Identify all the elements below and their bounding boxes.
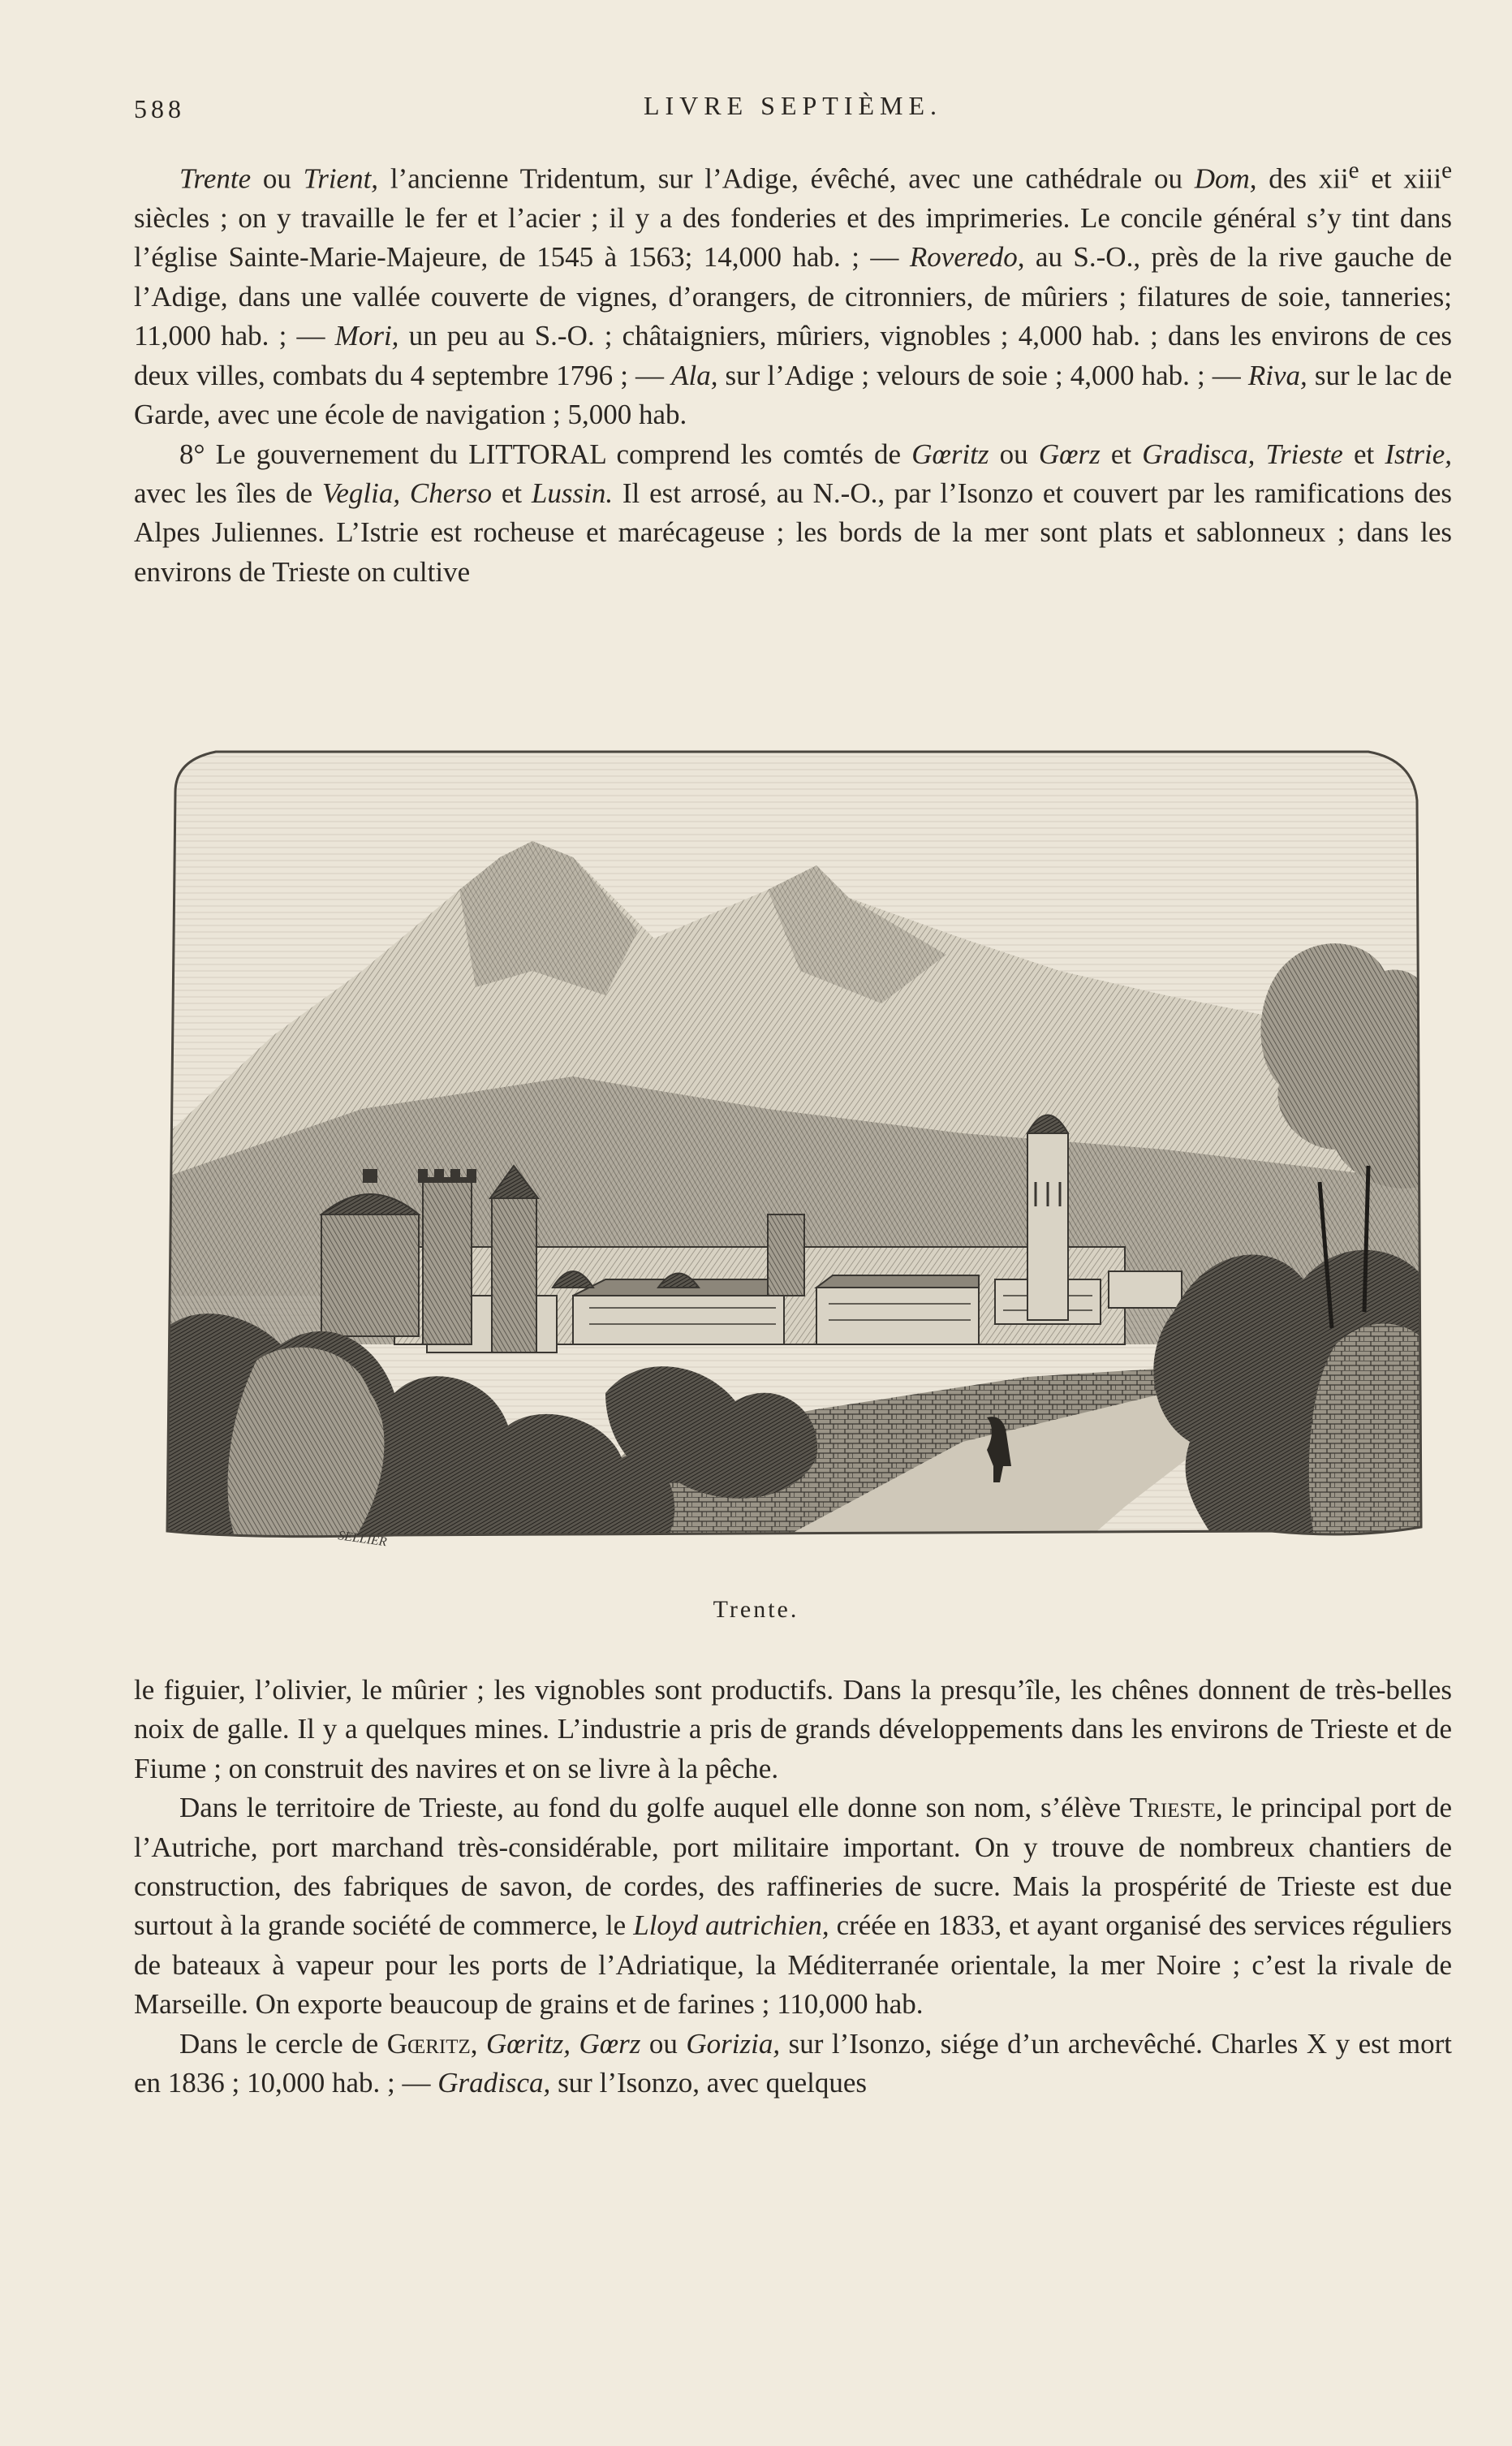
text-run: Gorizia, bbox=[686, 2027, 781, 2060]
engraving-trente bbox=[151, 727, 1433, 1564]
text-run: Gradisca, Trieste bbox=[1142, 438, 1343, 470]
running-title: LIVRE SEPTIÈME. bbox=[643, 91, 943, 120]
engraver-signature: SELLIER bbox=[337, 1529, 388, 1550]
text-run: sur l’Isonzo, siége d’un archevêché. Charles X y est mort en 1836 ; 10,000 hab. ; — bbox=[134, 2027, 1453, 2099]
text-run: avec les îles de bbox=[134, 477, 322, 509]
text-run: et bbox=[1342, 438, 1385, 470]
text-run: Dans le cercle de bbox=[179, 2027, 387, 2060]
text-run: sur l’Isonzo, avec quelques bbox=[550, 2067, 868, 2099]
text-run: Veglia, Cherso bbox=[321, 477, 493, 509]
text-run: Gradisca, bbox=[437, 2067, 551, 2099]
text-run: Gœritz bbox=[386, 2027, 471, 2060]
text-run: Ala, bbox=[671, 359, 718, 391]
text-run: , bbox=[470, 2027, 486, 2060]
text-run: 8° Le gouvernement du LITTORAL comprend les comtés de bbox=[179, 438, 912, 470]
text-run: ou bbox=[989, 438, 1039, 470]
body-text-bottom bbox=[134, 1671, 1452, 2103]
text-run: au S.-O., près de la rive gauche de l’Adige, dans une vallée couverte de vignes, d’orangers, de citronniers, de mûriers ; filatures de soie, tanneries; 11,000 hab. ; — bbox=[134, 241, 1452, 352]
text-run: Il est arrosé, au N.-O., par l’Isonzo et couvert par les ramifications des Alpes Juliennes. L’Istrie est rocheuse et marécageuse ; les bords de la mer sont plats et sablonneux ; dans les environs de Trieste on cultive bbox=[134, 477, 1453, 588]
text-run: Gœritz bbox=[911, 438, 989, 470]
text-run: Gœrz bbox=[1038, 438, 1101, 470]
text-run: sur le lac de Garde, avec une école de navigation ; 5,000 hab. bbox=[134, 359, 1452, 431]
paragraph-littoral bbox=[134, 435, 1452, 593]
paragraph-goritz bbox=[134, 2025, 1452, 2103]
text-run: Trente bbox=[179, 162, 252, 195]
text-run: l’ancienne Tridentum, sur l’Adige, évêché, avec une cathédrale ou bbox=[378, 162, 1195, 195]
text-run: e bbox=[1348, 157, 1359, 183]
text-run: un peu au S.-O. ; châtaigniers, mûriers, vignobles ; 4,000 hab. ; dans les environs de ces deux villes, combats du 4 septembre 1796 ; — bbox=[134, 320, 1452, 391]
text-run: créée en 1833, et ayant organisé des services réguliers de bateaux à vapeur pour les ports de l’Adriatique, la Méditerranée orientale, la mer Noire ; c’est la rivale de Marseille. On exporte beaucoup de grains et de farines ; 110,000 hab. bbox=[134, 1909, 1452, 2021]
body-text-top bbox=[134, 151, 1452, 592]
engraving-svg bbox=[151, 727, 1433, 1564]
text-run: e bbox=[1441, 157, 1453, 183]
text-run: siècles ; on y travaille le fer et l’acier ; il y a des fonderies et des imprimeries. Le concile général s’y tint dans l’église Sainte-Marie-Majeure, de 1545 à 1563; 14,000 hab. ; — bbox=[134, 202, 1452, 274]
text-run: Riva, bbox=[1247, 359, 1307, 391]
text-run: ou bbox=[640, 2027, 687, 2060]
text-run: Trient, bbox=[303, 162, 379, 195]
paragraph-trieste bbox=[134, 1788, 1452, 2024]
text-run: Gœritz, Gœrz bbox=[485, 2027, 641, 2060]
running-header bbox=[134, 88, 1452, 136]
text-run: le figuier, l’olivier, le mûrier ; les vignobles sont productifs. Dans la presqu’île, les chênes donnent de très-belles noix de galle. Il y a quelques mines. L’industrie a pris de grands développements dans les environs de Trieste et de Fiume ; on construit des navires et on se livre à la pêche. bbox=[134, 1674, 1452, 1784]
page-number: 588 bbox=[134, 94, 185, 123]
illustration-caption: Trente. bbox=[713, 1596, 799, 1623]
text-run: Dans le territoire de Trieste, au fond du golfe auquel elle donne son nom, s’élève bbox=[179, 1792, 1130, 1824]
text-run: des xii bbox=[1256, 162, 1349, 195]
text-run: Lussin. bbox=[531, 477, 614, 509]
text-run: et bbox=[1100, 438, 1143, 470]
text-run: Roveredo, bbox=[909, 241, 1025, 274]
text-run: Mori, bbox=[334, 320, 399, 352]
text-run: et xiii bbox=[1359, 162, 1442, 195]
text-run: sur l’Adige ; velours de soie ; 4,000 hab. ; — bbox=[717, 359, 1248, 391]
text-run: Trieste bbox=[1129, 1792, 1216, 1824]
text-run: ou bbox=[251, 162, 304, 195]
paragraph-littoral-continued bbox=[134, 1671, 1452, 1788]
text-run: , le principal port de l’Autriche, port marchand très-considérable, port militaire important. On y trouve de nombreux chantiers de construction, des fabriques de savon, de cordes, des raffineries de sucre. Mais la prospérité de Trieste est due surtout à la grande société de commerce, le bbox=[134, 1792, 1452, 1942]
text-run: Lloyd autrichien, bbox=[633, 1909, 829, 1942]
text-run: Dom, bbox=[1194, 162, 1257, 195]
paragraph-trente bbox=[134, 151, 1452, 435]
text-run: et bbox=[492, 477, 532, 509]
text-run: Istrie, bbox=[1385, 438, 1452, 470]
